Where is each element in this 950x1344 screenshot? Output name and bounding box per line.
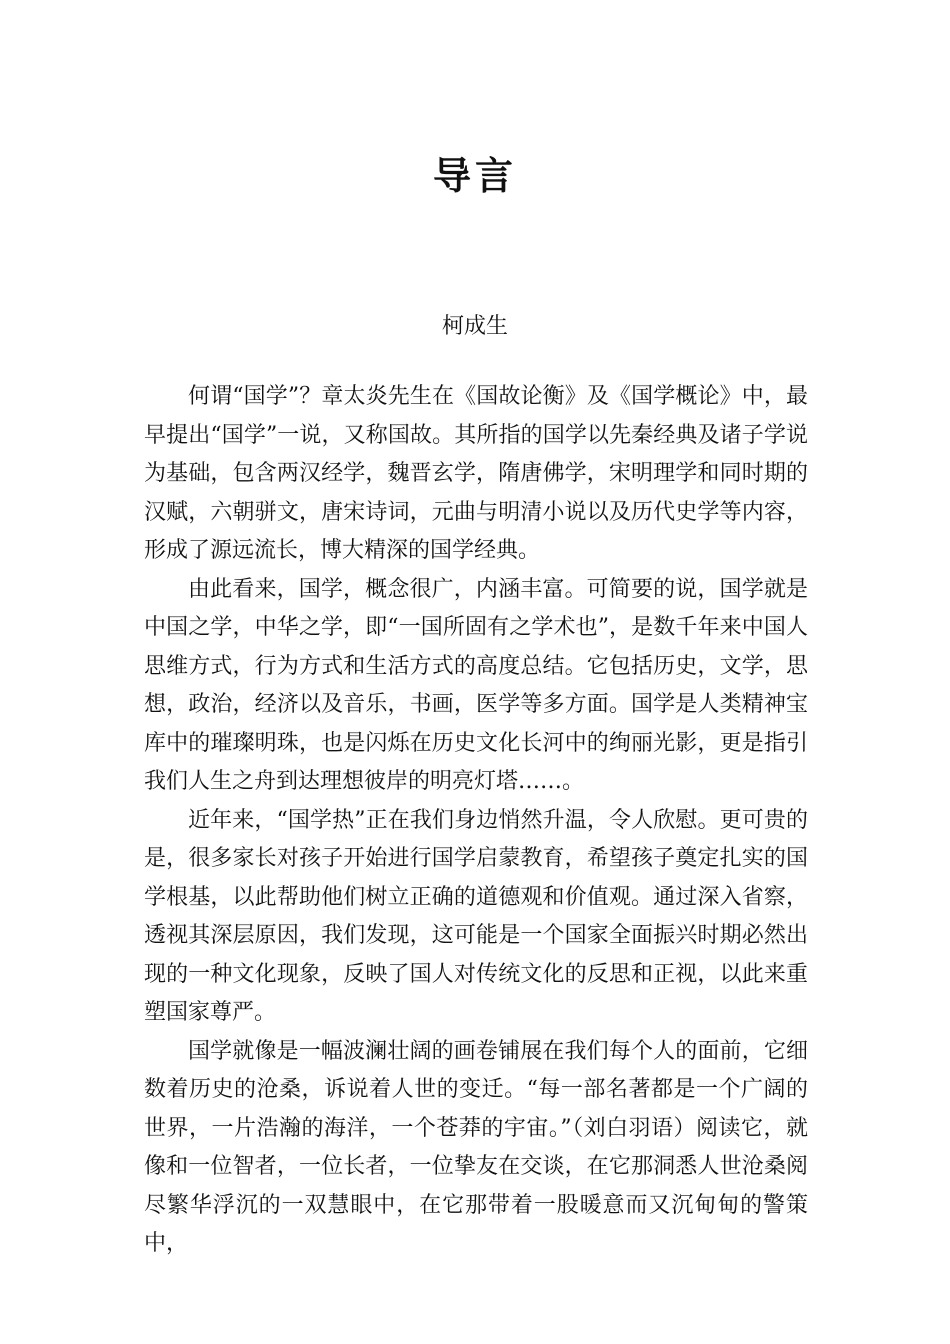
paragraph-3: 近年来，“国学热”正在我们身边悄然升温，令人欣慰。更可贵的是，很多家长对孩子开始进行国学启蒙教育，希望孩子奠定扎实的国学根基，以此帮助他们树立正确的道德观和价值观。通过深入省察，透视其深层原因，我们发现，这可能是一个国家全面振兴时期必然出现的一种文化现象，反映了国人对传统文化的反思和正视，以此来重塑国家尊严。 <box>144 807 808 1025</box>
paragraph-1: 何谓“国学”？章太炎先生在《国故论衡》及《国学概论》中，最早提出“国学”一说，又称国故。其所指的国学以先秦经典及诸子学说为基础，包含两汉经学，魏晋玄学，隋唐佛学，宋明理学和同时期的汉赋，六朝骈文，唐宋诗词，元曲与明清小说以及历代史学等内容，形成了源远流长，博大精深的国学经典。 <box>144 384 808 563</box>
paragraph-2: 由此看来，国学，概念很广，内涵丰富。可简要的说，国学就是中国之学，中华之学，即“一国所固有之学术也”，是数千年来中国人思维方式，行为方式和生活方式的高度总结。它包括历史，文学，思想，政治，经济以及音乐，书画，医学等多方面。国学是人类精神宝库中的璀璨明珠，也是闪烁在历史文化长河中的绚丽光影，更是指引我们人生之舟到达理想彼岸的明亮灯塔……。 <box>144 576 808 794</box>
page-title: 导言 <box>432 154 517 198</box>
paragraph-4: 国学就像是一幅波澜壮阔的画卷铺展在我们每个人的面前，它细数着历史的沧桑，诉说着人世的变迁。“每一部名著都是一个广阔的世界，一片浩瀚的海洋，一个苍莽的宇宙。”（刘白羽语）阅读它，就像和一位智者，一位长者，一位挚友在交谈，在它那洞悉人世沧桑阅尽繁华浮沉的一双慧眼中，在它那带着一股暖意而又沉甸甸的警策中， <box>144 1038 808 1256</box>
author-name: 柯成生 <box>441 314 508 339</box>
body-text <box>144 378 808 1264</box>
